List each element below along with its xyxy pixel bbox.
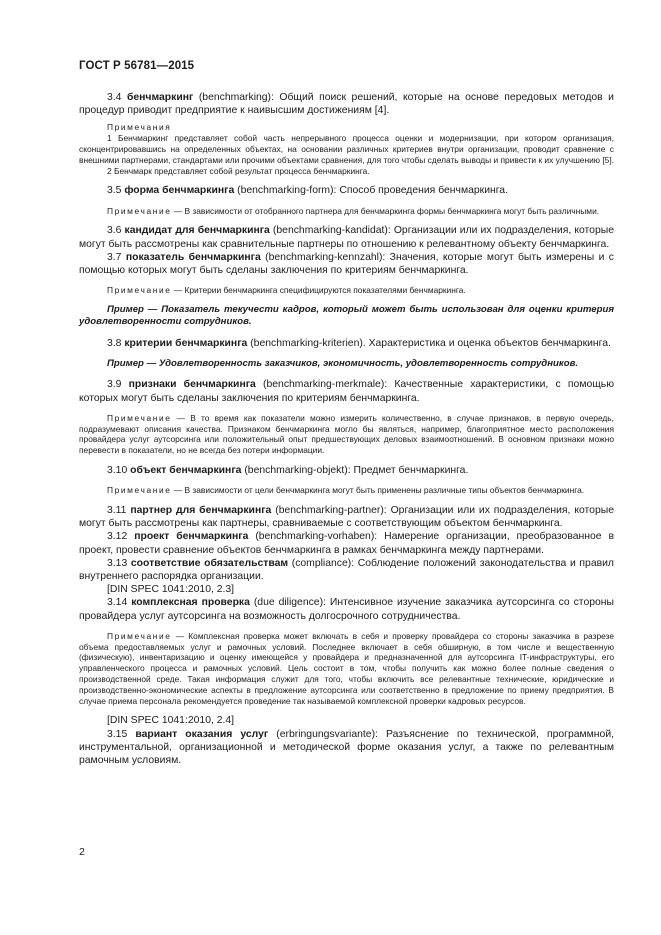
source-reference: [DIN SPEC 1041:2010, 2.3]: [107, 584, 235, 596]
entry-term: соответствие обязательствам: [130, 557, 289, 569]
entry-3-14: [79, 596, 614, 622]
entry-term: комплексная проверка: [131, 597, 250, 609]
entry-term: показатель бенчмаркинга: [125, 251, 261, 263]
entry-number: 3.12: [107, 531, 128, 543]
note-3-9: [79, 413, 614, 456]
entry-3-11: [79, 504, 614, 530]
entry-number: 3.5: [107, 185, 122, 197]
note-2: 2 Бенчмарк представляет собой результат процесса бенчмаркинга.: [107, 165, 370, 176]
entry-number: 3.8: [107, 337, 122, 349]
entry-3-7: [79, 251, 614, 277]
note-1: 1 Бенчмаркинг представляет собой часть непрерывного процесса оценки и модернизации, при котором организация, сконцентрировавшись на определенных объектах, на основании различных критериев внутри организации, проводит сравнение с внешними партнерами, стандартами или прочими объектами сравнения, для того чтобы сделать выводы и привести к их улучшению [5].: [79, 133, 614, 165]
entry-number: 3.4: [107, 92, 122, 103]
page-number: 2: [79, 846, 85, 858]
note-text: — Критерии бенчмаркинга специфицируются показателями бенчмаркинга.: [171, 285, 466, 296]
note-label: Примечание: [107, 412, 172, 423]
entry-3-6: [79, 224, 614, 250]
entry-number: 3.6: [107, 225, 122, 237]
entry-term: партнер для бенчмаркинга: [130, 505, 272, 517]
note-text: — Комплексная проверка может включать в себя и проверку провайдера со стороны заказчика в разрезе объема предоставляемых услуг и рамочных условий. Последнее включает в себя обширную, в том числе и вещественную (физическую), инвентаризацию и оценку имеющейся у провайдера и предназначенной для аутсорсинга IT-инфраструктуры, его управленческого процесса и рамочных условий. Цель состоит в том, чтобы получить как можно более полные сведения о производственной среде. Такая информация служит для того, чтобы включить все релевантные технические, юридические и производственно-экономические аспекты в предложение аутсорсинга или соответственно в предложение по приему предприятия. В случае приема персонала рекомендуется проведение так называемой комплексной проверки кадровых ресурсов.: [79, 630, 614, 706]
document-header: ГОСТ Р 56781—2015: [79, 60, 195, 72]
entry-3-15: [79, 728, 614, 768]
note-3-7: [79, 285, 614, 296]
entry-3-8: [79, 337, 614, 350]
note-3-14: [79, 631, 614, 707]
entry-3-5: [79, 184, 614, 197]
entry-definition: (benchmarking-merkmale): Качественные характеристики, с помощью которых могут быть сделаны заключения по критериям бенчмаркинга.: [79, 379, 614, 404]
entry-definition: (benchmarking-vorhaben): Намерение организации, преобразованное в проект, провести сравнение объектов бенчмаркинга в рамках бенчмаркинга между партнерами.: [79, 531, 615, 556]
entry-definition: (erbringungsvariante): Разъяснение по технической, программной, инструментальной, организационной и методической форме оказания услуг, а также по релевантным рамочным условиям.: [79, 728, 615, 767]
entry-term: бенчмаркинг: [126, 92, 194, 103]
note-label: Примечание: [107, 285, 172, 296]
entry-definition: (benchmarking-objekt): Предмет бенчмаркинга.: [241, 465, 469, 477]
entry-term: критерии бенчмаркинга: [124, 337, 248, 349]
entry-3-4: [79, 91, 614, 117]
document-body: [79, 91, 614, 767]
note-3-10: [79, 485, 614, 496]
entry-definition: (due diligence): Интенсивное изучение заказчика аутсорсинга со стороны провайдера услуг аутсорсинга на возможность долгосрочного сотрудничества.: [79, 597, 614, 622]
entry-number: 3.9: [107, 379, 122, 391]
note-3-5: [79, 206, 614, 217]
entry-definition: (benchmarking-kandidat): Организации или их подразделения, которые могут быть рассмотрены как сравнительные партнеры по отношению к релевантному объекту бенчмаркинга.: [79, 225, 614, 250]
entry-definition: (benchmarking-kriterien). Характеристика и оценка объектов бенчмаркинга.: [247, 337, 611, 349]
note-label: Примечание: [107, 630, 172, 641]
entry-number: 3.13: [107, 557, 128, 569]
entry-term: кандидат для бенчмаркинга: [124, 225, 270, 237]
entry-number: 3.7: [107, 251, 122, 263]
note-label: Примечание: [107, 205, 172, 216]
entry-3-10: [79, 464, 614, 477]
note-text: — В то время как показатели можно измерить количественно, в случае признаков, в первую очередь, подразумевают описания качества. Признаком бенчмаркинга могло бы являться, например, благоприятное место расположения провайдера услуг аутсорсинга или положительный опыт предшествующих деловых взаимоотношений. В основном признаки можно перевести в показатели, но не всегда без потери информации.: [79, 412, 614, 456]
entry-definition: (benchmarking-form): Способ проведения бенчмаркинга.: [234, 185, 508, 197]
entry-definition: (benchmarking): Общий поиск решений, которые на основе передовых методов и процедур приводит предприятие к наивысшим достижениям [4].: [79, 92, 614, 117]
entry-3-12: [79, 530, 614, 556]
source-reference: [DIN SPEC 1041:2010, 2.4]: [107, 715, 235, 727]
entry-3-13: [79, 557, 614, 583]
entry-term: объект бенчмаркинга: [130, 465, 242, 477]
notes-label: Примечания: [107, 122, 172, 133]
example-3-8: Пример — Удовлетворенность заказчиков, экономичность, удовлетворенность сотрудников.: [107, 358, 579, 370]
entry-term: признаки бенчмаркинга: [128, 379, 256, 391]
entry-term: вариант оказания услуг: [135, 728, 269, 740]
entry-number: 3.10: [107, 465, 128, 477]
entry-number: 3.15: [107, 728, 128, 740]
note-text: — В зависимости от отобранного партнера для бенчмаркинга формы бенчмаркинга могут быть различными.: [171, 205, 600, 216]
example-3-7: Пример — Показатель текучести кадров, который может быть использован для оценки критерия удовлетворенности сотрудников.: [79, 304, 614, 328]
entry-definition: (benchmarking-partner): Организации или их подразделения, которые могут быть рассмотрены как партнеры, сравниваемые с соответствующим объектом бенчмаркинга.: [79, 505, 614, 530]
entry-definition: (benchmarking-kennzahl): Значения, которые могут быть измерены и с помощью которых могут быть сделаны заключения по критериям бенчмаркинга.: [79, 251, 614, 276]
entry-definition: (compliance): Соблюдение положений законодательства и правил внутреннего распорядка организации.: [79, 557, 614, 583]
entry-number: 3.11: [107, 505, 127, 517]
entry-3-9: [79, 378, 614, 404]
entry-term: форма бенчмаркинга: [124, 185, 235, 197]
note-text: — В зависимости от цели бенчмаркинга могут быть применены различные типы объектов бенчмаркинга.: [171, 485, 585, 496]
entry-number: 3.14: [107, 597, 128, 609]
entry-term: проект бенчмаркинга: [134, 531, 249, 543]
note-label: Примечание: [107, 485, 172, 496]
